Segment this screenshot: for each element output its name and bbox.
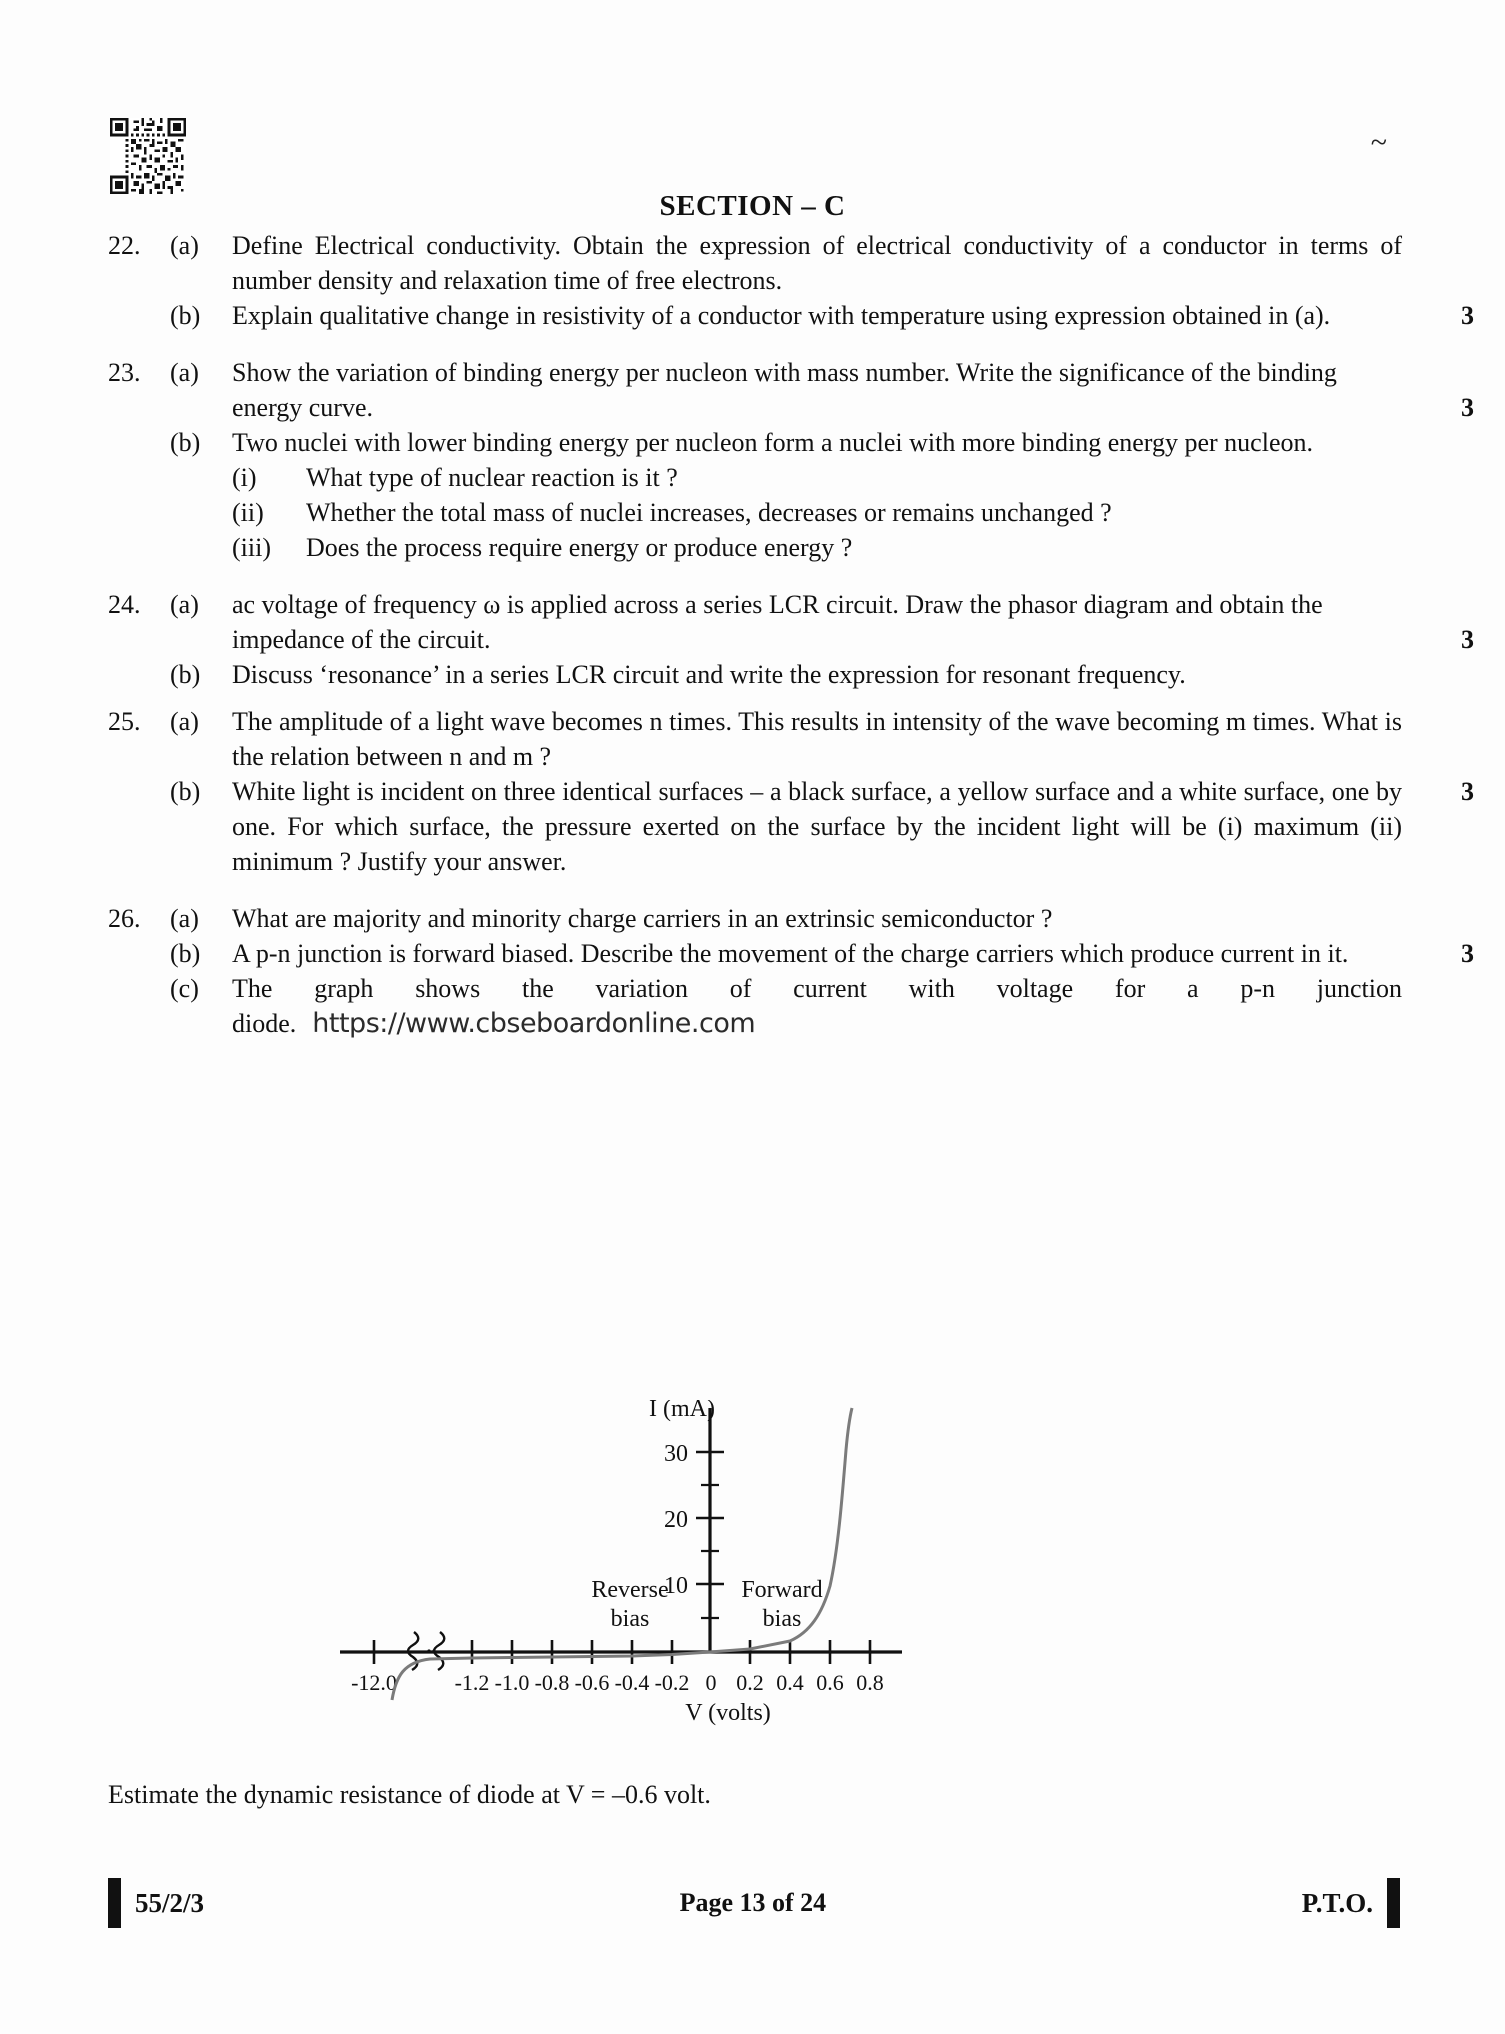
page-number-label: Page 13 of 24 (679, 1888, 827, 1917)
subpart-label: (ii) (232, 498, 264, 527)
subpart-text: What type of nuclear reaction is it ? (306, 463, 678, 492)
x-tick-neg0p2: -0.2 (654, 1670, 690, 1695)
part-text: Show the variation of binding energy per nucleon with mass number. Write the significance of the binding energy curve. (232, 358, 1337, 422)
part-text: ac voltage of frequency ω is applied across a series LCR circuit. Draw the phasor diagram and obtain the impedance of the circuit. (232, 590, 1323, 654)
x-tick-neg0p4: -0.4 (614, 1670, 650, 1695)
part-label: (b) (170, 428, 201, 457)
annotation-forward-bias: bias (762, 1606, 802, 1632)
page-footer (108, 1875, 1400, 1931)
question-24 (108, 587, 1474, 657)
y-tick-10: 10 (664, 1573, 688, 1599)
marks-value: 3 (1461, 939, 1474, 968)
diode-iv-graph (330, 1400, 1070, 1730)
tilde-mark: ~ (1370, 126, 1387, 159)
x-tick-zero: 0 (705, 1670, 717, 1695)
marks-value: 3 (1461, 625, 1474, 654)
x-tick-neg1p0: -1.0 (494, 1670, 530, 1695)
part-label: (a) (170, 590, 199, 619)
part-label: (a) (170, 707, 199, 736)
subpart-text: Whether the total mass of nuclei increases, decreases or remains unchanged ? (306, 498, 1112, 527)
x-tick-0p6: 0.6 (816, 1670, 844, 1695)
question-23 (108, 355, 1474, 425)
question-number: 26. (108, 904, 141, 933)
subpart-label: (i) (232, 463, 257, 492)
subpart-iii (232, 530, 1408, 565)
x-tick-neg1p2: -1.2 (454, 1670, 490, 1695)
question-22-part-b (108, 298, 1408, 333)
annotation-reverse: Reverse (591, 1577, 669, 1603)
question-number: 23. (108, 358, 141, 387)
subpart-i (232, 460, 1408, 495)
question-25 (108, 704, 1474, 806)
x-tick-0p2: 0.2 (736, 1670, 764, 1695)
question-25-part-b (108, 774, 1408, 879)
marks-value: 3 (1461, 777, 1474, 806)
marks-value: 3 (1461, 301, 1474, 330)
question-number: 22. (108, 231, 141, 260)
annotation-reverse-bias: bias (610, 1606, 650, 1632)
footer-left-bar (108, 1878, 121, 1928)
x-tick-0p4: 0.4 (776, 1670, 804, 1695)
part-label: (a) (170, 904, 199, 933)
annotation-forward: Forward (741, 1577, 823, 1603)
question-number: 25. (108, 707, 141, 736)
y-tick-20: 20 (664, 1507, 688, 1533)
subpart-ii (232, 495, 1408, 530)
part-text: Discuss ‘resonance’ in a series LCR circuit and write the expression for resonant frequency. (232, 660, 1186, 689)
part-text (232, 971, 1408, 1041)
part-c-sentence: The graph shows the variation of current with voltage for a p-n junction diode. (232, 974, 1402, 1038)
question-23-part-b (108, 425, 1408, 460)
footer-right-bar (1387, 1878, 1400, 1928)
part-label: (a) (170, 231, 199, 260)
footer-left (108, 1878, 204, 1928)
iv-curve (392, 1408, 852, 1700)
graph-caption: Estimate the dynamic resistance of diode at V = –0.6 volt. (108, 1780, 711, 1809)
x-tick-neg0p8: -0.8 (534, 1670, 570, 1695)
question-26-part-b (108, 936, 1408, 971)
question-26-part-c (108, 971, 1408, 1041)
section-heading: SECTION – C (659, 190, 846, 222)
marks-value: 3 (1461, 393, 1474, 422)
subpart-label: (iii) (232, 533, 271, 562)
part-text: The amplitude of a light wave becomes n times. This results in intensity of the wave becoming m times. What is the relation between n and m ? (232, 707, 1402, 771)
watermark-url: https://www.cbseboardonline.com (312, 1008, 756, 1039)
question-list (108, 228, 1474, 1041)
part-text: Explain qualitative change in resistivity of a conductor with temperature using expression obtained in (a). (232, 301, 1331, 330)
part-label: (b) (170, 777, 201, 806)
y-tick-30: 30 (664, 1441, 688, 1467)
x-tick-neg0p6: -0.6 (574, 1670, 610, 1695)
part-label: (c) (170, 974, 199, 1003)
paper-code: 55/2/3 (135, 1887, 205, 1918)
subpart-text: Does the process require energy or produce energy ? (306, 533, 853, 562)
part-label: (a) (170, 358, 199, 387)
part-text: What are majority and minority charge carriers in an extrinsic semiconductor ? (232, 904, 1053, 933)
question-24-part-b (108, 657, 1408, 692)
x-axis-label: V (volts) (685, 1700, 771, 1726)
footer-right (1302, 1878, 1400, 1928)
part-text: Define Electrical conductivity. Obtain the expression of electrical conductivity of a conductor in terms of number density and relaxation time of free electrons. (232, 231, 1402, 295)
part-label: (b) (170, 939, 201, 968)
y-axis-label: I (mA) (649, 1400, 715, 1422)
question-23-subparts (232, 460, 1408, 565)
part-text: Two nuclei with lower binding energy per nucleon form a nuclei with more binding energy per nucleon. (232, 428, 1313, 457)
x-tick-0p8: 0.8 (856, 1670, 884, 1695)
part-label: (b) (170, 301, 201, 330)
pto-label: P.T.O. (1301, 1887, 1373, 1918)
part-text: A p-n junction is forward biased. Describe the movement of the charge carriers which produce current in it. (232, 939, 1349, 968)
x-tick-neg12: -12.0 (351, 1670, 397, 1695)
part-label: (b) (170, 660, 201, 689)
qr-code-icon (110, 118, 186, 194)
question-number: 24. (108, 590, 141, 619)
part-text: White light is incident on three identical surfaces – a black surface, a yellow surface and a white surface, one by one. For which surface, the pressure exerted on the surface by the incident light will be (i) maximum (ii) minimum ? Justify your answer. (232, 777, 1402, 876)
